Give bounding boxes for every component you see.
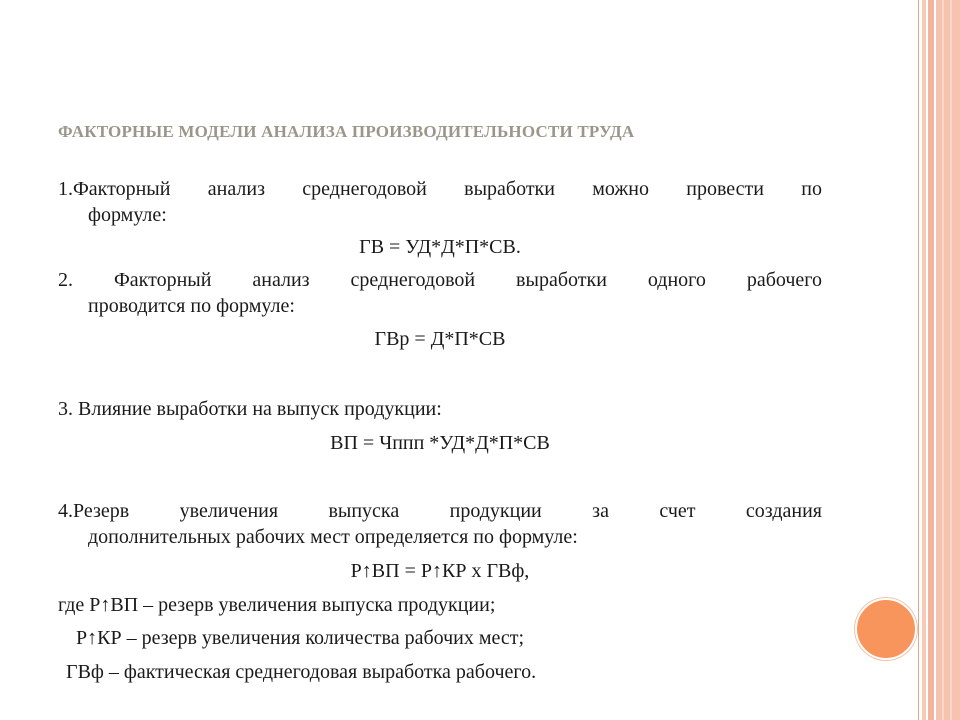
decor-stripe (922, 0, 926, 720)
paragraph-1 (58, 176, 822, 228)
formula-3: ВП = Чппп *УД*Д*П*СВ (330, 432, 550, 454)
paragraph-2 (58, 267, 822, 319)
paragraph-4 (58, 498, 822, 550)
definition-line: ГВф – фактическая среднегодовая выработка рабочего. (66, 661, 537, 683)
definition-line: где Р↑ВП – резерв увеличения выпуска продукции; (58, 594, 496, 616)
paragraph-4-line2: дополнительных рабочих мест определяется по формуле: (88, 526, 578, 548)
paragraph-2-line2: проводится по формуле: (88, 295, 295, 317)
paragraph-3: 3. Влияние выработки на выпуск продукции: (58, 398, 442, 420)
decor-stripe (936, 0, 960, 720)
decor-stripe (950, 0, 952, 720)
definition-line: Р↑КР – резерв увеличения количества рабочих мест; (76, 627, 525, 649)
decor-stripe (918, 0, 919, 720)
decor-circle (855, 598, 917, 660)
paragraph-1-line2: формуле: (88, 204, 167, 226)
paragraph-4-line1: 4.Резерв увеличения выпуска продукции за счет создания (58, 500, 822, 522)
formula-2: ГВр = Д*П*СВ (374, 328, 506, 350)
paragraph-1-line1: 1.Факторный анализ среднегодовой выработки можно провести по (58, 178, 822, 200)
formula-1: ГВ = УД*Д*П*СВ. (359, 236, 521, 258)
decor-stripe (928, 0, 934, 720)
slide-title: ФАКТОРНЫЕ МОДЕЛИ АНАЛИЗА ПРОИЗВОДИТЕЛЬНОСТИ ТРУДА (58, 122, 635, 141)
decor-stripe (942, 0, 944, 720)
formula-4: Р↑ВП = Р↑КР х ГВф, (350, 560, 530, 582)
paragraph-2-line1: 2. Факторный анализ среднегодовой выработки одного рабочего (58, 269, 822, 291)
